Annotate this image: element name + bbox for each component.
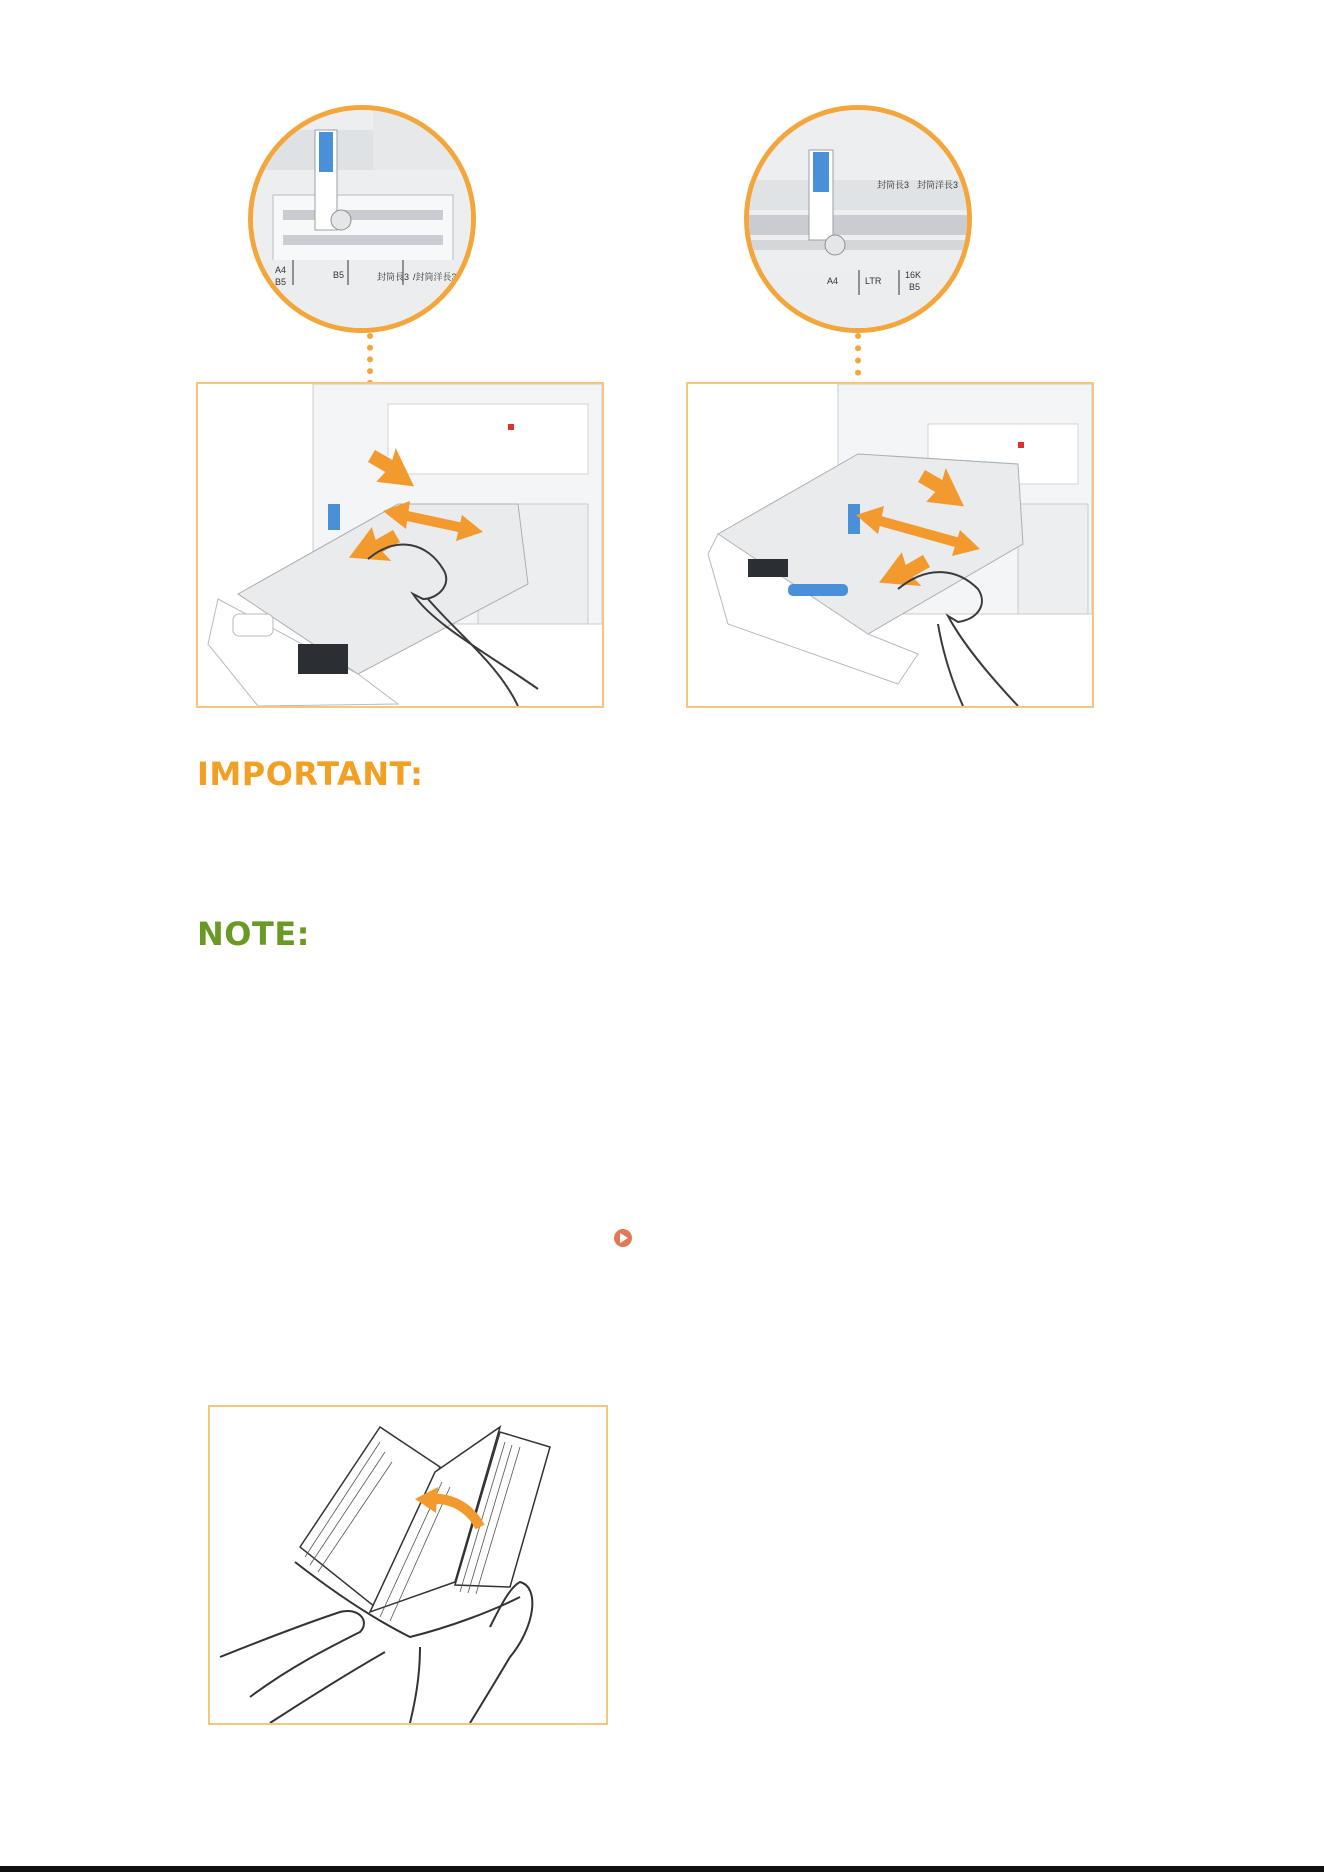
- zoom-label-envelope-naga3: 封筒長3: [377, 272, 410, 282]
- zoom-label-a4: A4: [275, 265, 287, 275]
- note-heading: NOTE:: [197, 915, 310, 953]
- zoom-label-b5-small: B5: [275, 277, 287, 287]
- paper-drawer-guides-illustration: [198, 384, 602, 706]
- left-zoom-illustration: [253, 110, 471, 328]
- zoom-label-b5-right: B5: [909, 282, 921, 292]
- right-zoom-circle: [744, 105, 972, 333]
- right-zoom-illustration: [749, 110, 967, 328]
- page-bottom-edge: [0, 1866, 1324, 1872]
- left-illustration-panel: [196, 382, 604, 708]
- fanning-paper-stack-illustration: [210, 1407, 606, 1723]
- zoom-label-ltr: LTR: [865, 276, 882, 286]
- link-arrow-icon[interactable]: [614, 1229, 632, 1247]
- paper-drawer-large-guides-illustration: [688, 384, 1092, 706]
- zoom-label-16k: 16K: [905, 270, 922, 280]
- left-zoom-circle: [248, 105, 476, 333]
- zoom-label-b5: B5: [333, 270, 345, 280]
- right-illustration-panel: [686, 382, 1094, 708]
- important-heading: IMPORTANT:: [197, 755, 424, 793]
- zoom-label-envelope-naga3-right: 封筒長3: [877, 180, 910, 190]
- fan-paper-illustration-panel: [208, 1405, 608, 1725]
- zoom-label-envelope-younaga3-right: 封筒洋長3: [917, 180, 959, 190]
- zoom-label-envelope-younaga3: /封筒洋長3: [413, 272, 457, 282]
- zoom-label-a4-right: A4: [827, 276, 839, 286]
